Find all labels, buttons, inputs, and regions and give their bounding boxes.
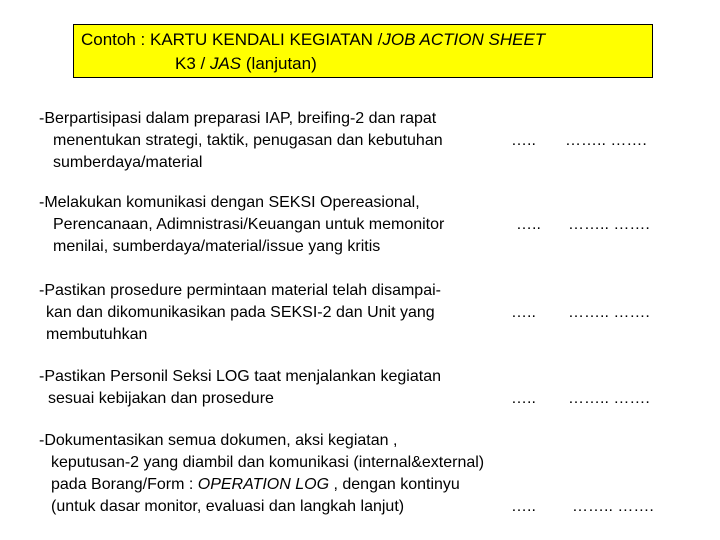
item-line-mixed bbox=[51, 474, 460, 496]
item-line: sumberdaya/material bbox=[53, 154, 203, 171]
item-line: (untuk dasar monitor, evaluasi dan langkah lanjut) bbox=[51, 498, 405, 515]
item-col-1: ….. bbox=[511, 304, 536, 321]
item-line: menentukan strategi, taktik, penugasan dan kebutuhan bbox=[53, 132, 443, 149]
item-line-text: pada Borang/Form : bbox=[51, 476, 198, 493]
item-line: kan dan dikomunikasikan pada SEKSI-2 dan Unit yang bbox=[46, 304, 435, 321]
item-col-1: ….. bbox=[511, 132, 536, 149]
title-line-1-text: Contoh : KARTU KENDALI KEGIATAN / bbox=[81, 30, 383, 49]
item-col-1: ….. bbox=[516, 216, 541, 233]
item-line-suffix: , dengan kontinyu bbox=[329, 476, 460, 493]
item-line: -Pastikan prosedure permintaan material telah disampai- bbox=[39, 282, 441, 299]
title-line-1-italic: JOB ACTION SHEET bbox=[382, 30, 546, 49]
item-line-italic: OPERATION LOG bbox=[197, 476, 330, 493]
item-line: sesuai kebijakan dan prosedure bbox=[48, 390, 274, 407]
item-line: -Pastikan Personil Seksi LOG taat menjalankan kegiatan bbox=[39, 368, 441, 385]
item-line: -Dokumentasikan semua dokumen, aksi kegiatan , bbox=[39, 432, 398, 449]
item-col-1: ….. bbox=[511, 498, 536, 515]
title-line-1 bbox=[81, 30, 545, 50]
item-col-2: …….. ……. bbox=[568, 304, 650, 321]
item-col-2: …….. ……. bbox=[568, 390, 650, 407]
item-col-2: …….. ……. bbox=[568, 216, 650, 233]
item-line: membutuhkan bbox=[46, 326, 148, 343]
item-col-2: …….. ……. bbox=[572, 498, 654, 515]
item-line: menilai, sumberdaya/material/issue yang kritis bbox=[53, 238, 381, 255]
item-line: -Melakukan komunikasi dengan SEKSI Opereasional, bbox=[39, 194, 420, 211]
title-line-2 bbox=[175, 54, 317, 74]
item-col-1: ….. bbox=[511, 390, 536, 407]
item-line: Perencanaan, Adimnistrasi/Keuangan untuk memonitor bbox=[53, 216, 445, 233]
item-line: -Berpartisipasi dalam preparasi IAP, breifing-2 dan rapat bbox=[39, 110, 437, 127]
title-line-2-italic: JAS bbox=[209, 54, 242, 73]
title-line-2-text: K3 / bbox=[175, 54, 210, 73]
title-line-2-suffix: (lanjutan) bbox=[241, 54, 317, 73]
item-line: keputusan-2 yang diambil dan komunikasi (internal&external) bbox=[51, 454, 485, 471]
title-box bbox=[73, 24, 653, 78]
item-col-2: …….. ……. bbox=[565, 132, 647, 149]
